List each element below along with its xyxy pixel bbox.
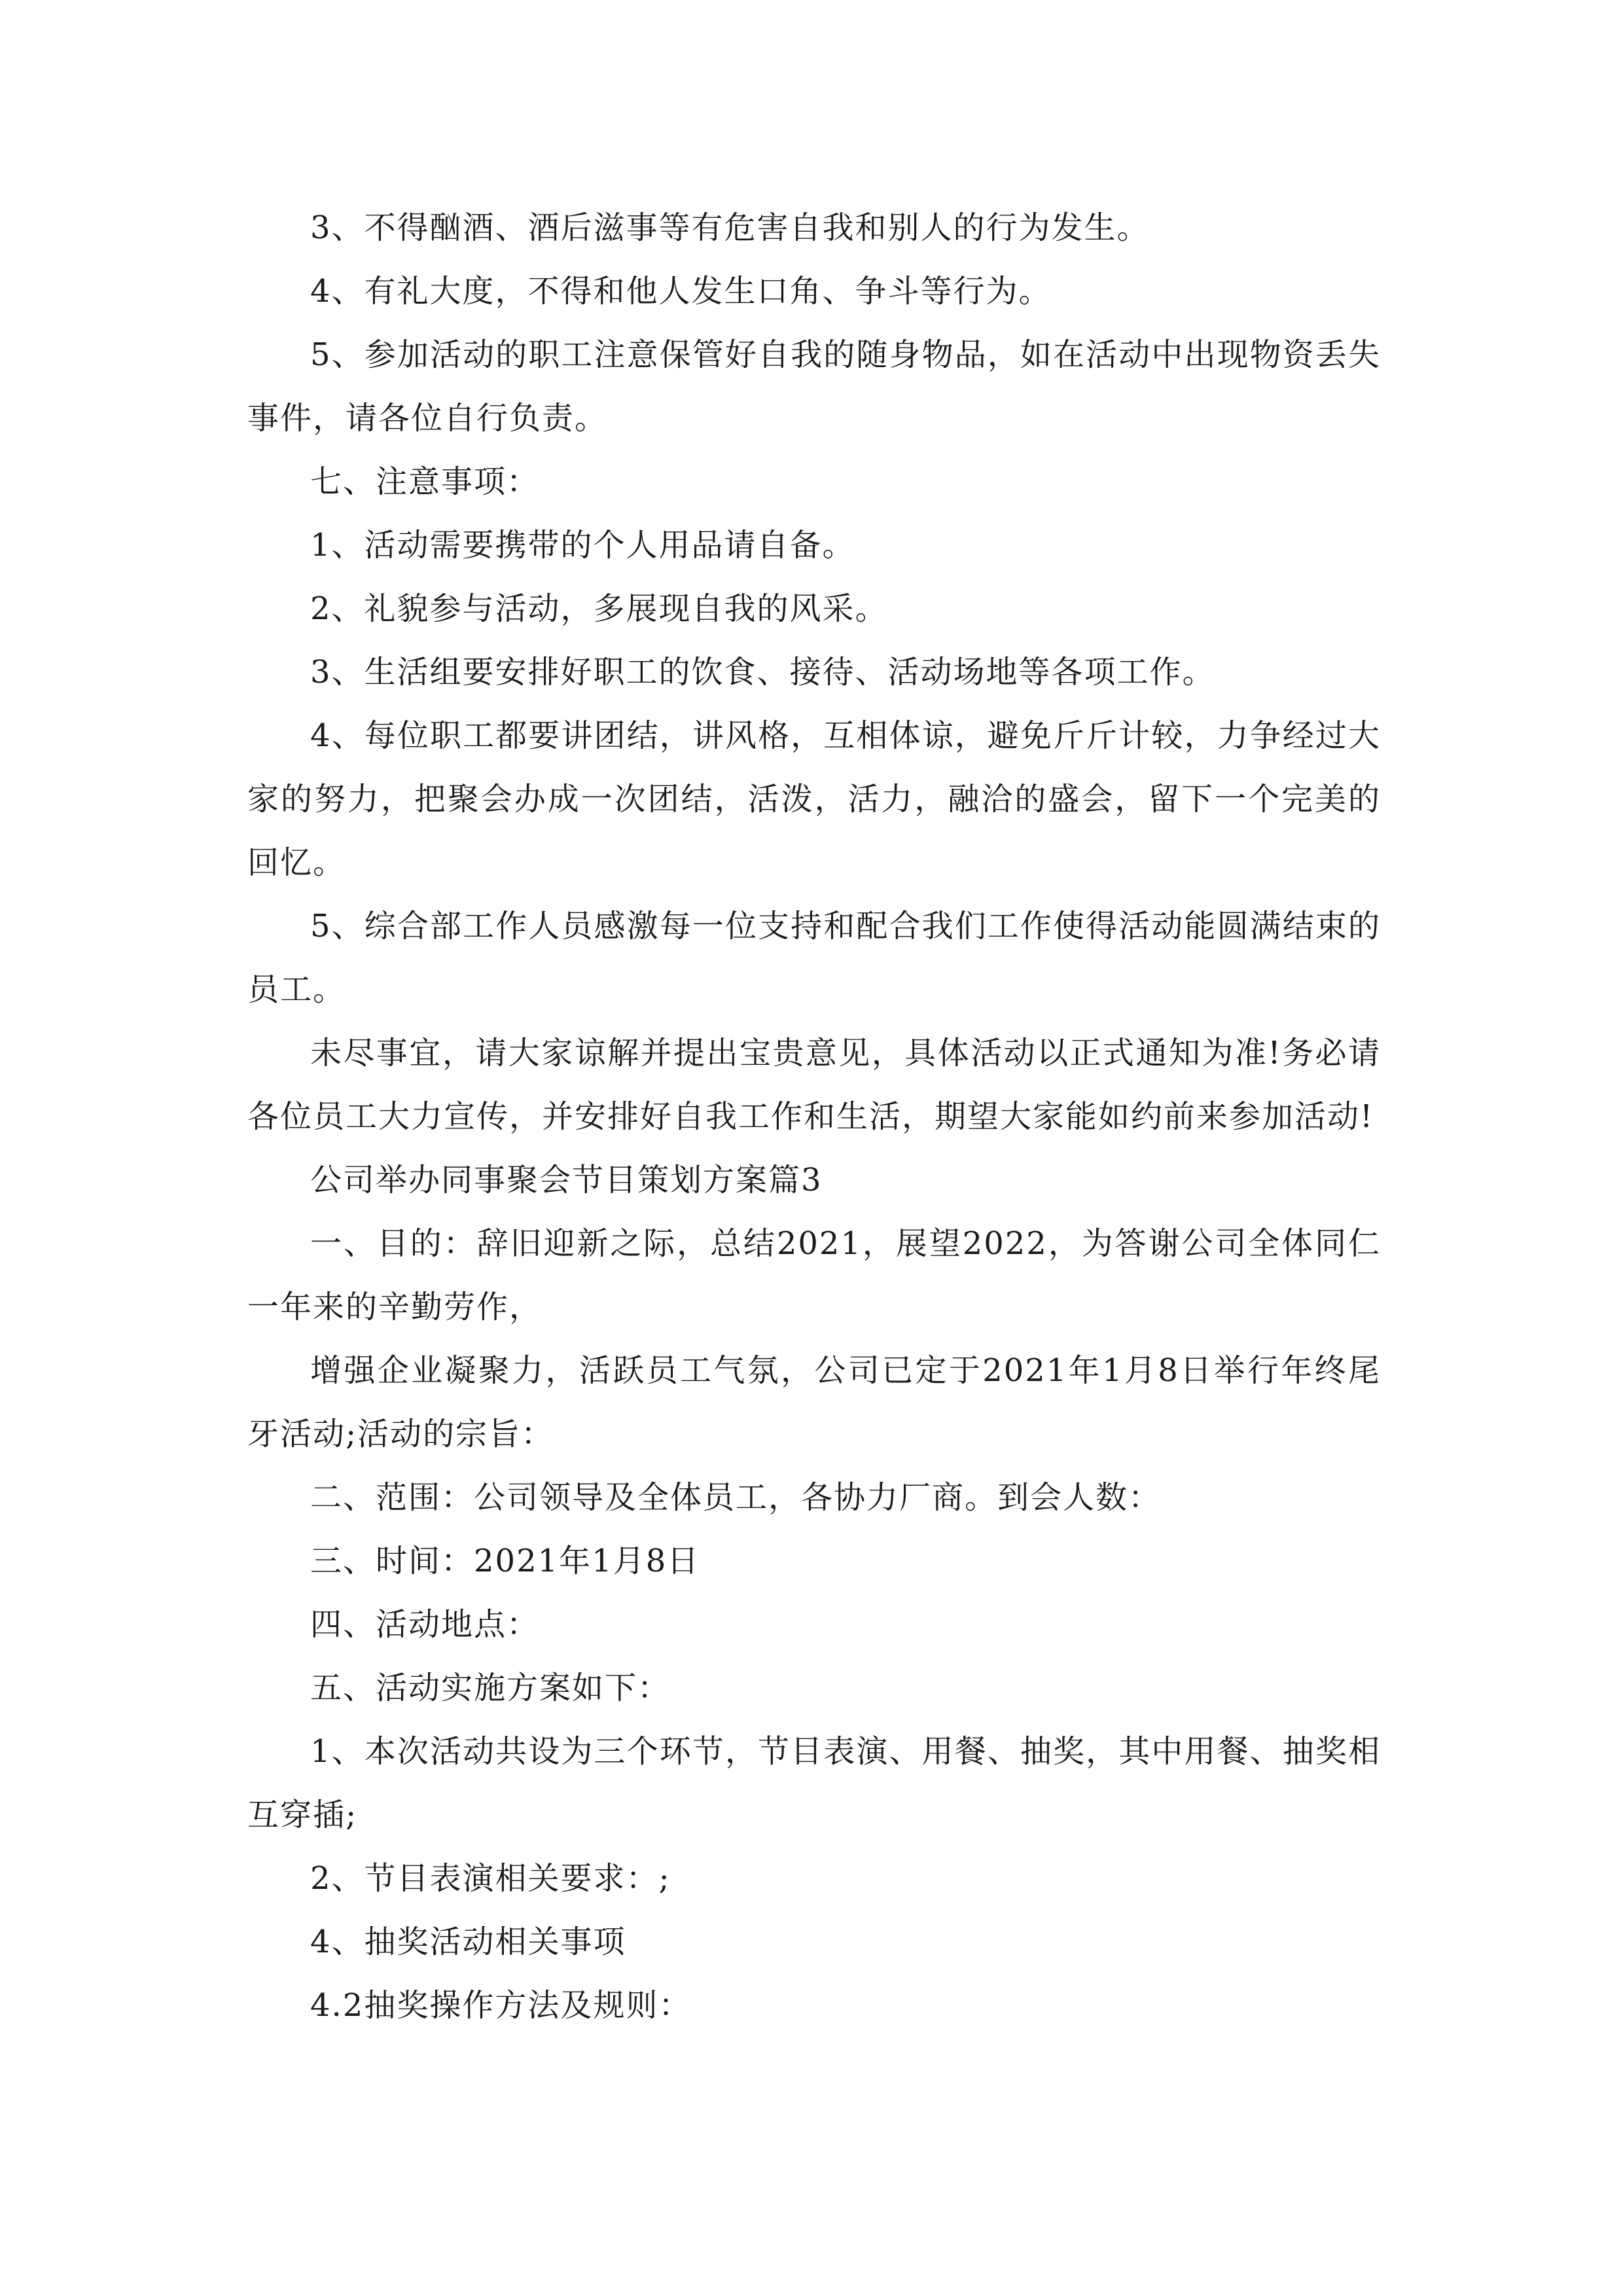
section-heading-notes: 七、注意事项： — [310, 463, 540, 500]
paragraph-note-4: 4、每位职工都要讲团结，讲风格，互相体谅，避免斤斤计较，力争经过大家的努力，把聚会办成一次团结，活泼，活力，融洽的盛会，留下一个完美的回忆。 — [247, 717, 1381, 881]
paragraph-rule-3: 3、不得酗酒、酒后滋事等有危害自我和别人的行为发生。 — [310, 209, 1150, 246]
paragraph-purpose-cont: 增强企业凝聚力，活跃员工气氛，公司已定于2021年1月8日举行年终尾牙活动;活动的宗旨： — [247, 1352, 1381, 1452]
paragraph-rule-5: 5、参加活动的职工注意保管好自我的随身物品，如在活动中出现物资丢失事件，请各位自行负责。 — [247, 336, 1381, 437]
document-body — [247, 196, 1381, 2037]
paragraph-rule-4: 4、有礼大度，不得和他人发生口角、争斗等行为。 — [310, 273, 1052, 310]
paragraph-plan-4: 4、抽奖活动相关事项 — [310, 1924, 626, 1960]
paragraph-purpose: 一、目的：辞旧迎新之际，总结2021，展望2022，为答谢公司全体同仁一年来的辛勤劳作， — [247, 1225, 1381, 1325]
paragraph-note-2: 2、礼貌参与活动，多展现自我的风采。 — [310, 590, 888, 627]
paragraph-scope: 二、范围：公司领导及全体员工，各协力厂商。到会人数： — [310, 1479, 1162, 1516]
paragraph-plan-2: 2、节目表演相关要求：; — [310, 1860, 671, 1897]
paragraph-note-1: 1、活动需要携带的个人用品请自备。 — [310, 527, 855, 564]
paragraph-plan-4-2: 4.2抽奖操作方法及规则： — [310, 1987, 692, 2024]
paragraph-location: 四、活动地点： — [310, 1606, 540, 1643]
paragraph-time: 三、时间：2021年1月8日 — [310, 1543, 700, 1579]
paragraph-plan-heading: 五、活动实施方案如下： — [310, 1670, 671, 1706]
section-title-plan-3: 公司举办同事聚会节目策划方案篇3 — [310, 1162, 823, 1198]
paragraph-note-5: 5、综合部工作人员感激每一位支持和配合我们工作使得活动能圆满结束的员工。 — [247, 908, 1381, 1008]
paragraph-note-3: 3、生活组要安排好职工的饮食、接待、活动场地等各项工作。 — [310, 654, 1215, 691]
paragraph-closing: 未尽事宜，请大家谅解并提出宝贵意见，具体活动以正式通知为准!务必请各位员工大力宣传，并安排好自我工作和生活，期望大家能如约前来参加活动! — [247, 1035, 1381, 1135]
paragraph-plan-1: 1、本次活动共设为三个环节，节目表演、用餐、抽奖，其中用餐、抽奖相互穿插; — [247, 1733, 1381, 1833]
